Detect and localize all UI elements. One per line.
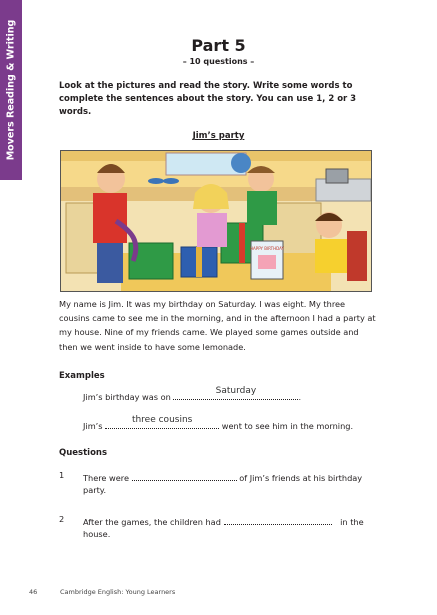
example-1-answer-line <box>173 386 298 400</box>
page-number: 46 <box>29 588 38 596</box>
example-2 <box>83 415 354 433</box>
questions-heading: Questions <box>59 448 108 458</box>
story-illustration <box>60 150 372 292</box>
section-side-tab <box>0 0 22 180</box>
page-title: Part 5 <box>191 36 246 55</box>
example-1-after: . <box>298 392 302 402</box>
footer-publisher: Cambridge English: Young Learners <box>60 588 176 596</box>
page-subtitle: – 10 questions – <box>182 57 255 66</box>
question-1-number: 1 <box>59 470 65 480</box>
story-text: My name is Jim. It was my birthday on Saturday. I was eight. My three cousins came to see me in the morning, and in the afternoon I had a party at my house. Nine of my friends came. We played some games outside and then we went inside to have some lemonade. <box>59 299 376 352</box>
example-1-before: Jim’s birthday was on <box>83 392 171 402</box>
question-2-number: 2 <box>59 514 65 524</box>
question-2-before: After the games, the children had <box>83 517 221 527</box>
question-2-after: in the <box>340 517 364 527</box>
example-2-after: went to see him in the morning. <box>221 421 354 431</box>
question-1-answer-field[interactable] <box>132 470 237 481</box>
question-1-after: of Jim’s friends at his birthday <box>239 473 363 483</box>
instructions: Look at the pictures and read the story. Write some words to complete the sentences about the story. You can use 1, 2 or 3 words. <box>59 81 357 117</box>
question-2-line2: house. <box>83 529 111 539</box>
example-1-answer: Saturday <box>215 386 257 396</box>
question-1-line2: party. <box>83 485 107 495</box>
example-2-answer: three cousins <box>131 415 193 425</box>
question-2-answer-field[interactable] <box>224 514 332 525</box>
question-1 <box>83 470 362 485</box>
question-2 <box>83 514 364 529</box>
side-tab-label: Movers Reading & Writing <box>5 19 17 161</box>
example-2-answer-line <box>105 415 219 429</box>
story-title: Jim’s party <box>192 131 245 141</box>
example-1 <box>83 386 302 404</box>
example-2-before: Jim’s <box>83 421 103 431</box>
question-1-before: There were <box>83 473 130 483</box>
examples-heading: Examples <box>59 371 105 381</box>
card-text: HAPPY BIRTHDAY <box>250 246 284 251</box>
